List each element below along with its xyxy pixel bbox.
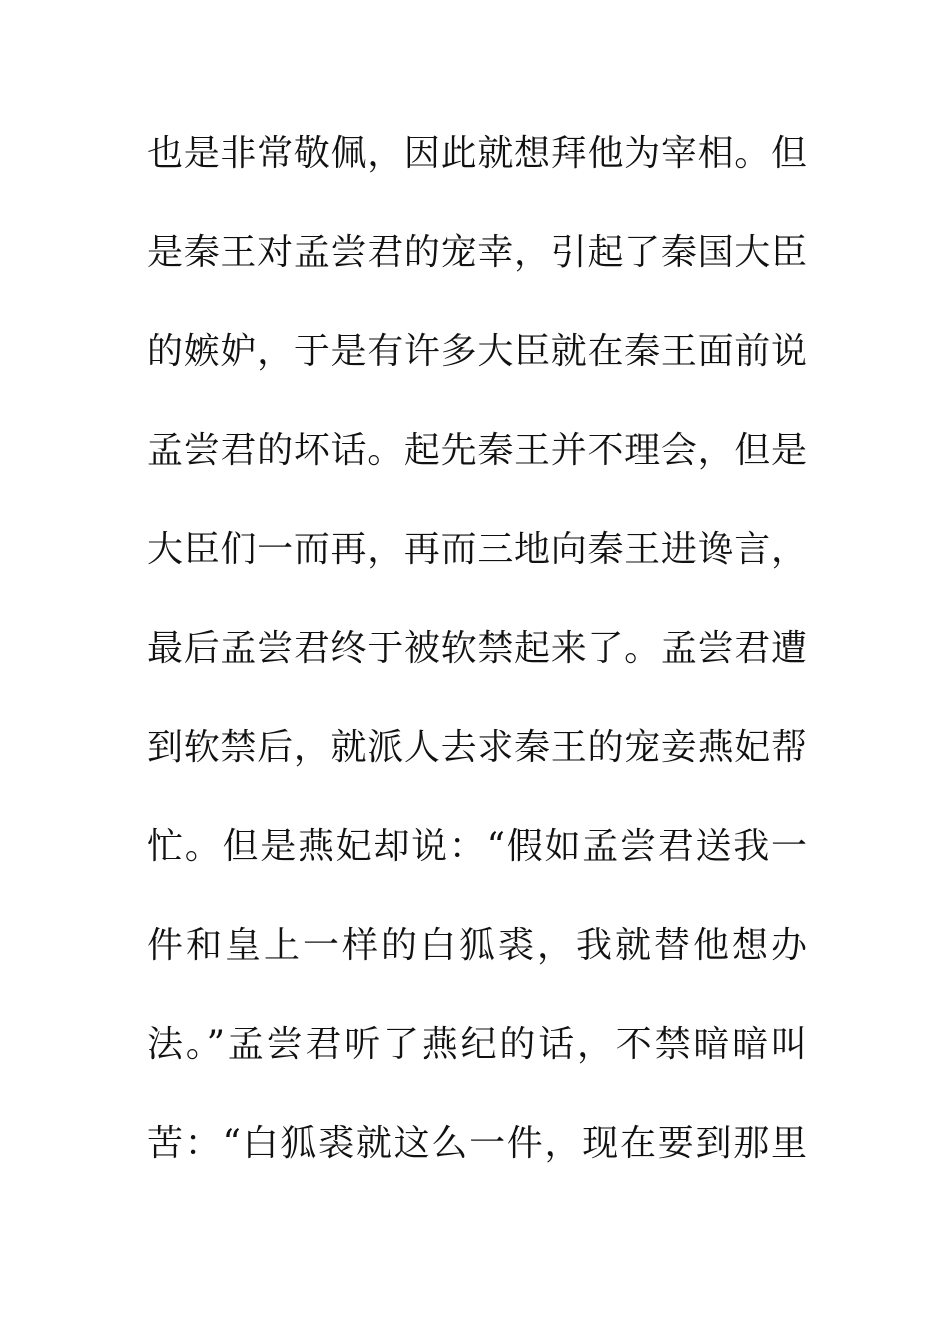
text-line: 的嫉妒，于是有许多大臣就在秦王面前说 <box>147 331 807 372</box>
text-line: 大臣们一而再，再而三地向秦王进谗言， <box>147 529 807 570</box>
text-line: 孟尝君的坏话。起先秦王并不理会，但是 <box>147 430 807 471</box>
text-line: 是秦王对孟尝君的宠幸，引起了秦国大臣 <box>147 232 807 273</box>
text-line: 法。”孟尝君听了燕纪的话，不禁暗暗叫 <box>147 1024 807 1065</box>
text-line: 也是非常敬佩，因此就想拜他为宰相。但 <box>147 133 807 174</box>
text-line: 苦：“白狐裘就这么一件，现在要到那里 <box>147 1123 807 1164</box>
text-line: 最后孟尝君终于被软禁起来了。孟尝君遭 <box>147 628 807 669</box>
text-line: 件和皇上一样的白狐裘，我就替他想办 <box>147 925 807 966</box>
text-line: 到软禁后，就派人去求秦王的宠妾燕妃帮 <box>147 727 807 768</box>
body-text <box>147 126 807 1215</box>
text-line: 忙。但是燕妃却说：“假如孟尝君送我一 <box>147 826 807 867</box>
